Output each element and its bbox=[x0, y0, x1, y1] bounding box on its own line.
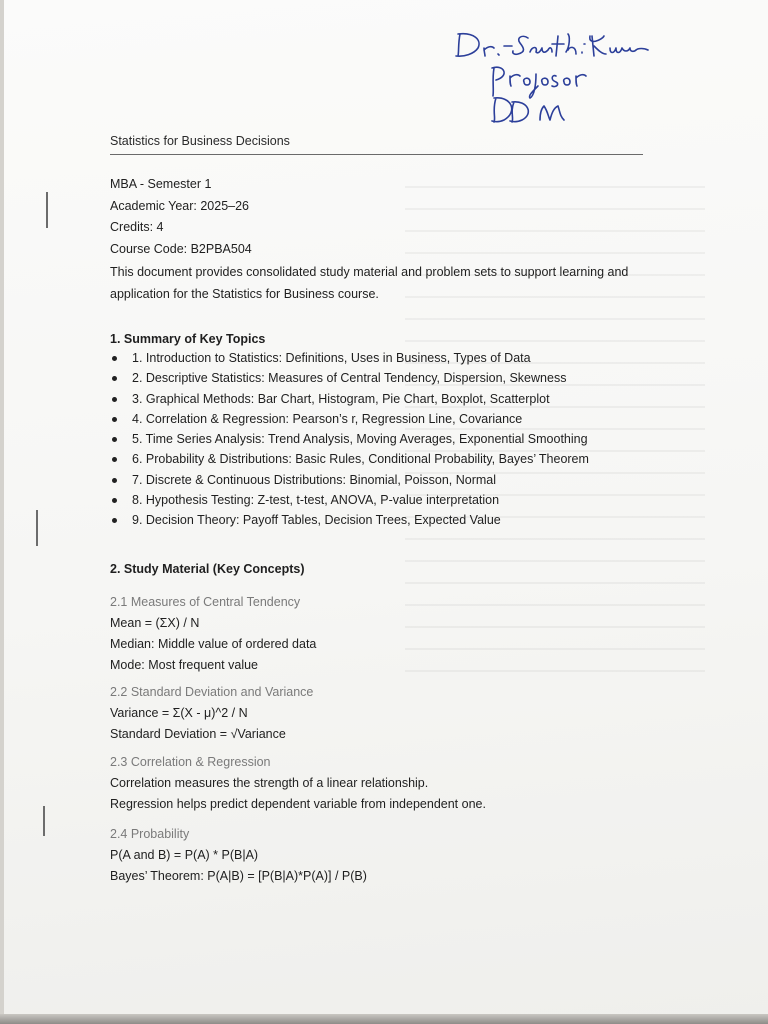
bullet-icon bbox=[112, 417, 117, 422]
subsection-title: 2.1 Measures of Central Tendency bbox=[110, 595, 301, 609]
subsection-2-4 bbox=[110, 824, 367, 887]
concept-line: Variance = Σ(X - μ)^2 / N bbox=[110, 706, 248, 720]
bullet-icon bbox=[112, 437, 117, 442]
list-item: 8. Hypothesis Testing: Z-test, t-test, ANOVA, P-value interpretation bbox=[110, 490, 589, 510]
header-title: Statistics for Business Decisions bbox=[110, 134, 290, 148]
list-item: 3. Graphical Methods: Bar Chart, Histogram, Pie Chart, Boxplot, Scatterplot bbox=[110, 389, 589, 409]
concept-line: Bayes’ Theorem: P(A|B) = [P(B|A)*P(A)] / P(B) bbox=[110, 869, 367, 883]
list-item: 6. Probability & Distributions: Basic Rules, Conditional Probability, Bayes’ Theorem bbox=[110, 449, 589, 469]
concept-line: P(A and B) = P(A) * P(B|A) bbox=[110, 848, 259, 862]
concept-line: Mode: Most frequent value bbox=[110, 658, 258, 672]
list-item: 1. Introduction to Statistics: Definitions, Uses in Business, Types of Data bbox=[110, 348, 589, 368]
concept-line: Regression helps predict dependent variable from independent one. bbox=[110, 797, 486, 811]
subsection-title: 2.3 Correlation & Regression bbox=[110, 755, 271, 769]
punch-mark bbox=[36, 510, 38, 546]
key-topics-list bbox=[110, 348, 589, 531]
list-item: 4. Correlation & Regression: Pearson’s r, Regression Line, Covariance bbox=[110, 409, 589, 429]
concept-line: Correlation measures the strength of a linear relationship. bbox=[110, 776, 429, 790]
program-line: MBA - Semester 1 bbox=[110, 177, 212, 191]
list-item: 5. Time Series Analysis: Trend Analysis, Moving Averages, Exponential Smoothing bbox=[110, 429, 589, 449]
course-info bbox=[110, 174, 252, 260]
academic-year-line: Academic Year: 2025–26 bbox=[110, 198, 249, 213]
list-item: 7. Discrete & Continuous Distributions: Binomial, Poisson, Normal bbox=[110, 470, 589, 490]
punch-mark bbox=[43, 806, 45, 836]
section-2-heading: 2. Study Material (Key Concepts) bbox=[110, 562, 305, 576]
bullet-icon bbox=[112, 478, 117, 483]
course-code-line: Course Code: B2PBA504 bbox=[110, 241, 252, 256]
intro-paragraph: This document provides consolidated study material and problem sets to support learning and application for the Statistics for Business course. bbox=[110, 265, 629, 301]
list-item: 9. Decision Theory: Payoff Tables, Decision Trees, Expected Value bbox=[110, 510, 589, 530]
bullet-icon bbox=[112, 518, 117, 523]
page-left-edge bbox=[0, 0, 4, 1024]
page-bottom-edge bbox=[0, 1014, 768, 1024]
bullet-icon bbox=[112, 376, 117, 381]
section-1-heading: 1. Summary of Key Topics bbox=[110, 332, 266, 346]
bullet-icon bbox=[112, 498, 117, 503]
subsection-2-3 bbox=[110, 752, 486, 815]
credits-line: Credits: 4 bbox=[110, 220, 164, 234]
subsection-title: 2.2 Standard Deviation and Variance bbox=[110, 685, 314, 699]
subsection-2-2 bbox=[110, 682, 313, 745]
bullet-icon bbox=[112, 356, 117, 361]
subsection-title: 2.4 Probability bbox=[110, 827, 190, 841]
concept-line: Standard Deviation = √Variance bbox=[110, 727, 286, 741]
bullet-icon bbox=[112, 457, 117, 462]
punch-mark bbox=[46, 192, 48, 228]
header-divider bbox=[110, 154, 643, 155]
subsection-2-1 bbox=[110, 592, 316, 676]
list-item: 2. Descriptive Statistics: Measures of Central Tendency, Dispersion, Skewness bbox=[110, 368, 589, 388]
concept-line: Mean = (ΣX) / N bbox=[110, 616, 200, 630]
bullet-icon bbox=[112, 397, 117, 402]
handwritten-signature bbox=[452, 26, 652, 126]
concept-line: Median: Middle value of ordered data bbox=[110, 637, 317, 651]
